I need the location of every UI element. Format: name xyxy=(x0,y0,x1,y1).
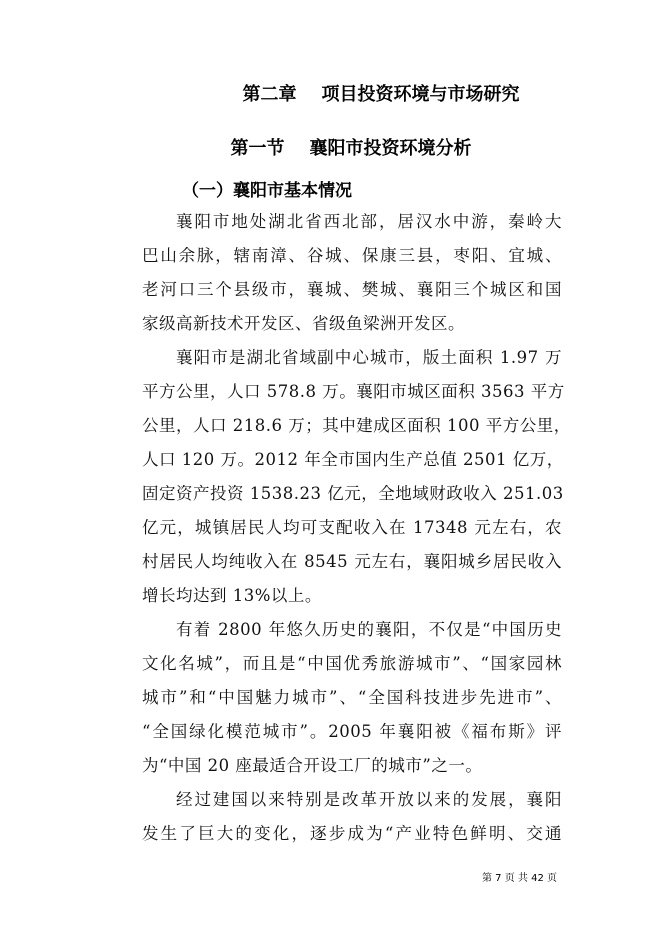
paragraph-line: 襄阳市地处湖北省西北部，居汉水中游，秦岭大 xyxy=(176,212,562,231)
paragraph-line: 增长均达到 13%以上。 xyxy=(142,586,322,605)
paragraph-line: 村居民人均纯收入在 8545 元左右，襄阳城乡居民收入 xyxy=(142,552,562,571)
section-title: 第一节 襄阳市投资环境分析 xyxy=(230,138,472,159)
paragraph-line: 发生了巨大的变化，逐步成为“产业特色鲜明、交通 xyxy=(142,824,562,843)
paragraph-line: 巴山余脉，辖南漳、谷城、保康三县，枣阳、宜城、 xyxy=(142,246,562,265)
paragraph-line: 固定资产投资 1538.23 亿元，全地域财政收入 251.03 xyxy=(142,484,564,503)
page-number: 第 7 页 共 42 页 xyxy=(482,873,557,884)
paragraph-line: 为“中国 20 座最适合开设工厂的城市”之一。 xyxy=(142,756,483,775)
paragraph-line: 经过建国以来特别是改革开放以来的发展，襄阳 xyxy=(176,790,562,809)
chapter-title: 第二章 项目投资环境与市场研究 xyxy=(242,84,520,105)
paragraph-line: 文化名城”，而且是“中国优秀旅游城市”、“国家园林 xyxy=(142,654,562,673)
paragraph-line: 襄阳市是湖北省域副中心城市，版土面积 1.97 万 xyxy=(176,348,562,367)
sub-heading: （一）襄阳市基本情况 xyxy=(182,181,352,201)
paragraph-line: 家级高新技术开发区、省级鱼梁洲开发区。 xyxy=(142,314,465,333)
paragraph-line: 公里，人口 218.6 万；其中建成区面积 100 平方公里， xyxy=(142,416,571,435)
paragraph-line: 平方公里，人口 578.8 万。襄阳市城区面积 3563 平方 xyxy=(142,382,565,401)
paragraph-line: “全国绿化模范城市”。2005 年襄阳被《福布斯》评 xyxy=(142,722,562,741)
paragraph-line: 亿元，城镇居民人均可支配收入在 17348 元左右，农 xyxy=(142,518,562,537)
paragraph-line: 城市”和“中国魅力城市”、“全国科技进步先进市”、 xyxy=(142,688,562,707)
paragraph-line: 有着 2800 年悠久历史的襄阳，不仅是“中国历史 xyxy=(176,620,562,639)
paragraph-line: 人口 120 万。2012 年全市国内生产总值 2501 亿万， xyxy=(142,450,564,469)
paragraph-line: 老河口三个县级市，襄城、樊城、襄阳三个城区和国 xyxy=(142,280,562,299)
